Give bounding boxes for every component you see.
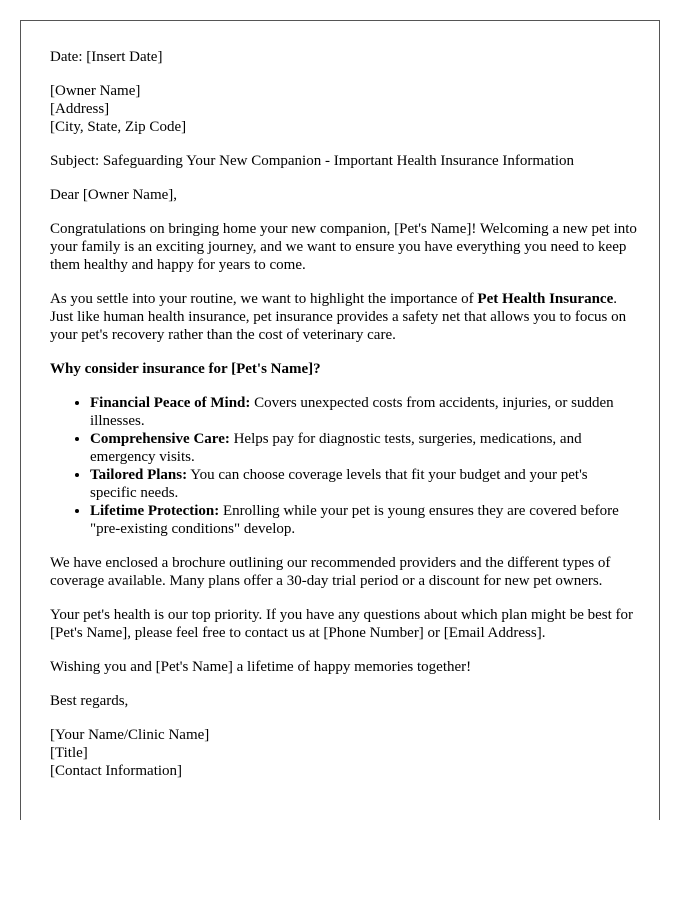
recipient-block: [50, 82, 638, 136]
letter-body: [50, 48, 638, 796]
importance-bold-term: Pet Health Insurance: [477, 291, 614, 307]
benefit-item: [90, 430, 638, 466]
benefit-item: [90, 502, 638, 538]
signature-title: [Title]: [50, 745, 88, 761]
closing-line: Best regards,: [50, 693, 129, 709]
recipient-city: [City, State, Zip Code]: [50, 119, 187, 135]
recipient-name: [Owner Name]: [50, 83, 141, 99]
importance-text-after: . Just like human health insurance, pet insurance provides a safety net that allows you to focus on your pet's recovery rather than the cost of veterinary care.: [50, 291, 627, 343]
importance-text-before: As you settle into your routine, we want to highlight the importance of: [50, 291, 478, 307]
signature-contact: [Contact Information]: [50, 763, 183, 779]
benefit-text: You can choose coverage levels that fit your budget and your pet's specific needs.: [90, 467, 588, 501]
letter-subject: Subject: Safeguarding Your New Companion - Important Health Insurance Information: [50, 153, 575, 169]
benefits-list: [50, 394, 638, 538]
letter-date: Date: [Insert Date]: [50, 49, 163, 65]
brochure-paragraph: We have enclosed a brochure outlining our recommended providers and the different types of coverage available. Many plans offer a 30-day trial period or a discount for new pet owners.: [50, 555, 611, 589]
recipient-address: [Address]: [50, 101, 110, 117]
intro-paragraph: Congratulations on bringing home your new companion, [Pet's Name]! Welcoming a new pet into your family is an exciting journey, and we want to ensure you have everything you need to keep them healthy and happy for years to come.: [50, 221, 637, 273]
benefit-text: Helps pay for diagnostic tests, surgeries, medications, and emergency visits.: [90, 431, 582, 465]
letter-salutation: Dear [Owner Name],: [50, 187, 178, 203]
why-heading: Why consider insurance for [Pet's Name]?: [50, 361, 321, 377]
wishes-paragraph: Wishing you and [Pet's Name] a lifetime of happy memories together!: [50, 659, 472, 675]
benefit-title: Lifetime Protection:: [90, 503, 220, 519]
benefit-title: Tailored Plans:: [90, 467, 188, 483]
letter-page: [20, 20, 660, 820]
importance-paragraph: [50, 290, 638, 344]
benefit-item: [90, 394, 638, 430]
benefit-item: [90, 466, 638, 502]
priority-paragraph: Your pet's health is our top priority. If you have any questions about which plan might be best for [Pet's Name], please feel free to contact us at [Phone Number] or [Email Address].: [50, 607, 634, 641]
benefit-text: Enrolling while your pet is young ensures they are covered before "pre-existing conditions" develop.: [90, 503, 619, 537]
benefit-text: Covers unexpected costs from accidents, injuries, or sudden illnesses.: [90, 395, 614, 429]
signature-name: [Your Name/Clinic Name]: [50, 727, 210, 743]
benefit-title: Financial Peace of Mind:: [90, 395, 251, 411]
benefit-title: Comprehensive Care:: [90, 431, 230, 447]
signature-block: [50, 726, 638, 780]
